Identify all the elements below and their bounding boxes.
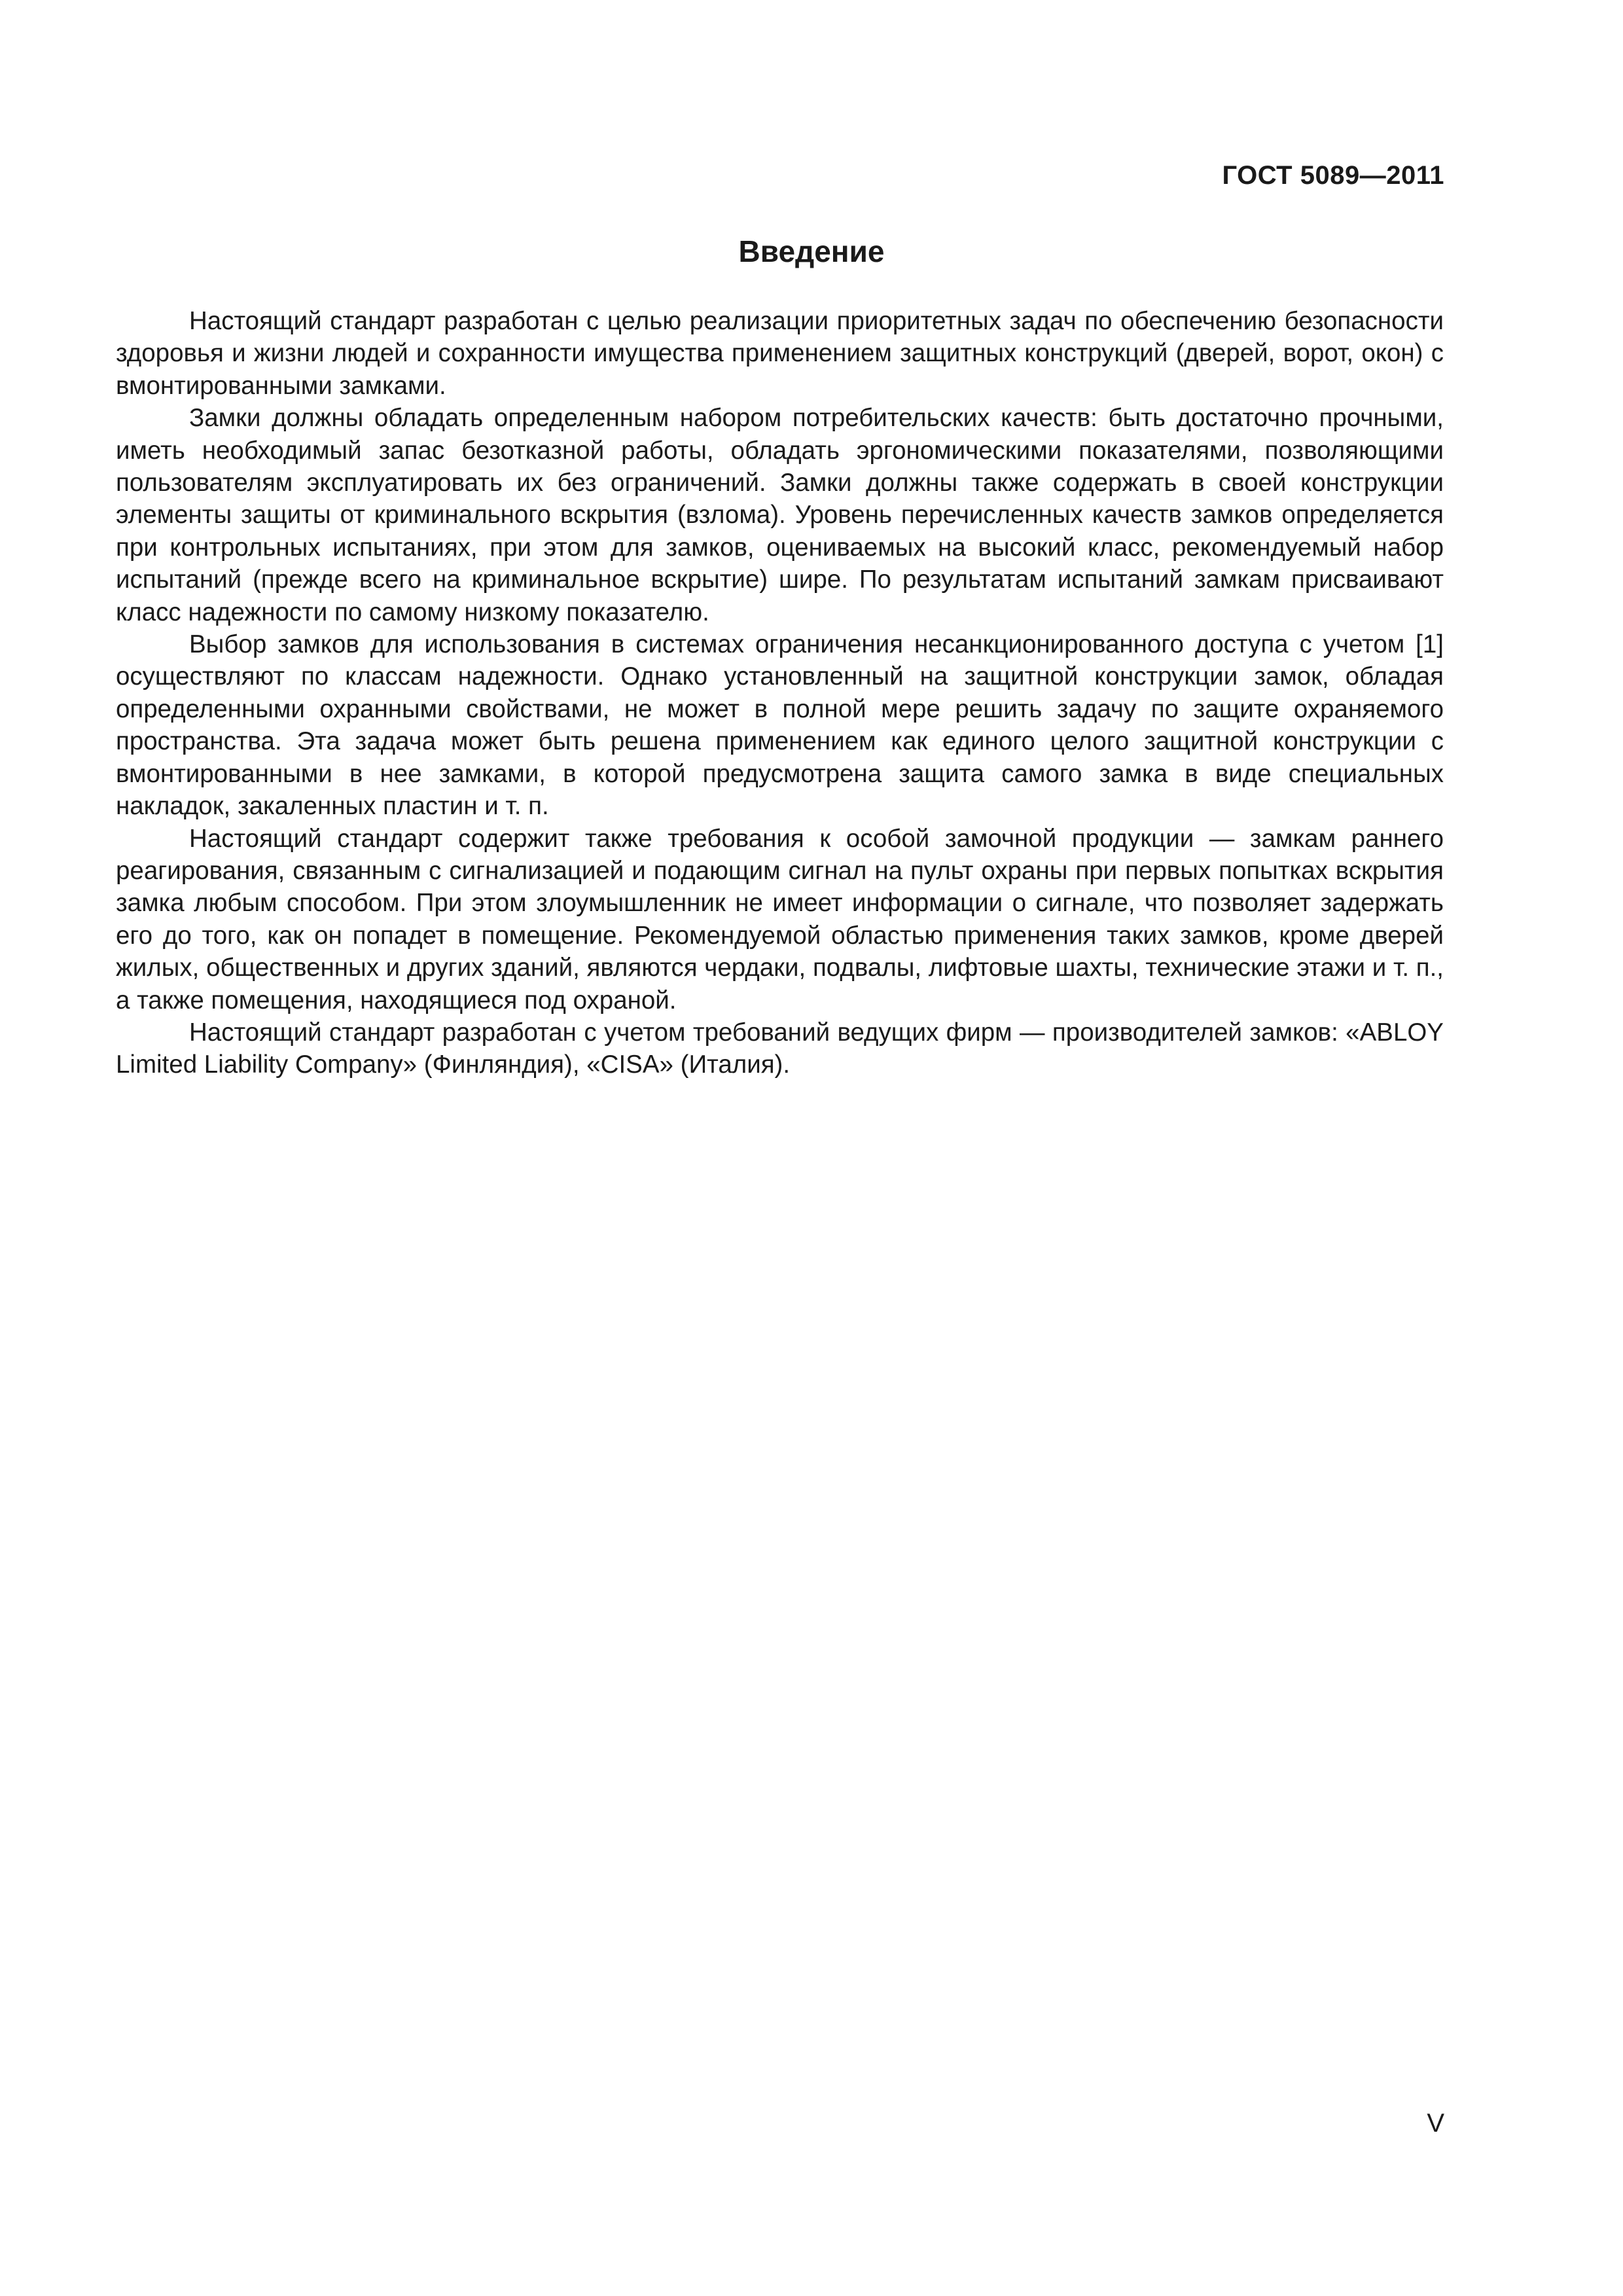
- page-number: V: [1427, 2109, 1444, 2138]
- paragraph: Замки должны обладать определенным набором потребительских качеств: быть достаточно прочными, иметь необходимый запас безотказной работы, обладать эргономическими показателями, позволяющими пользователям эксплуатировать их без ограничений. Замки должны также содержать в своей конструкции элементы защиты от криминального вскрытия (взлома). Уровень перечисленных качеств замков определяется при контрольных испытаниях, при этом для замков, оцениваемых на высокий класс, рекомендуемый набор испытаний (прежде всего на криминальное вскрытие) шире. По результатам испытаний замкам присваивают класс надежности по самому низкому показателю.: [116, 404, 1444, 626]
- document-code: ГОСТ 5089—2011: [1222, 161, 1444, 190]
- paragraph: Настоящий стандарт разработан с учетом требований ведущих фирм — производителей замков: «ABLOY Limited Liability Company» (Финляндия), «CISA» (Италия).: [116, 1018, 1444, 1079]
- section-title: Введение: [738, 234, 885, 268]
- paragraph: Настоящий стандарт содержит также требования к особой замочной продукции — замкам раннего реагирования, связанным с сигнализацией и подающим сигнал на пульт охраны при первых попытках вскрытия замка любым способом. При этом злоумышленник не имеет информации о сигнале, что позволяет задержать его до того, как он попадет в помещение. Рекомендуемой областью применения таких замков, кроме дверей жилых, общественных и других зданий, являются чердаки, подвалы, лифтовые шахты, технические этажи и т. п., а также помещения, находящиеся под охраной.: [116, 824, 1444, 1014]
- body-text: [116, 305, 1444, 1081]
- paragraph: Настоящий стандарт разработан с целью реализации приоритетных задач по обеспечению безопасности здоровья и жизни людей и сохранности имущества применением защитных конструкций (дверей, ворот, окон) с вмонтированными замками.: [116, 307, 1444, 400]
- paragraph: Выбор замков для использования в системах ограничения несанкционированного доступа с учетом [1] осуществляют по классам надежности. Однако установленный на защитной конструкции замок, обладая определенными охранными свойствами, не может в полной мере решить задачу по защите охраняемого пространства. Эта задача может быть решена применением как единого целого защитной конструкции с вмонтированными в нее замками, в которой предусмотрена защита самого замка в виде специальных накладок, закаленных пластин и т. п.: [116, 630, 1444, 821]
